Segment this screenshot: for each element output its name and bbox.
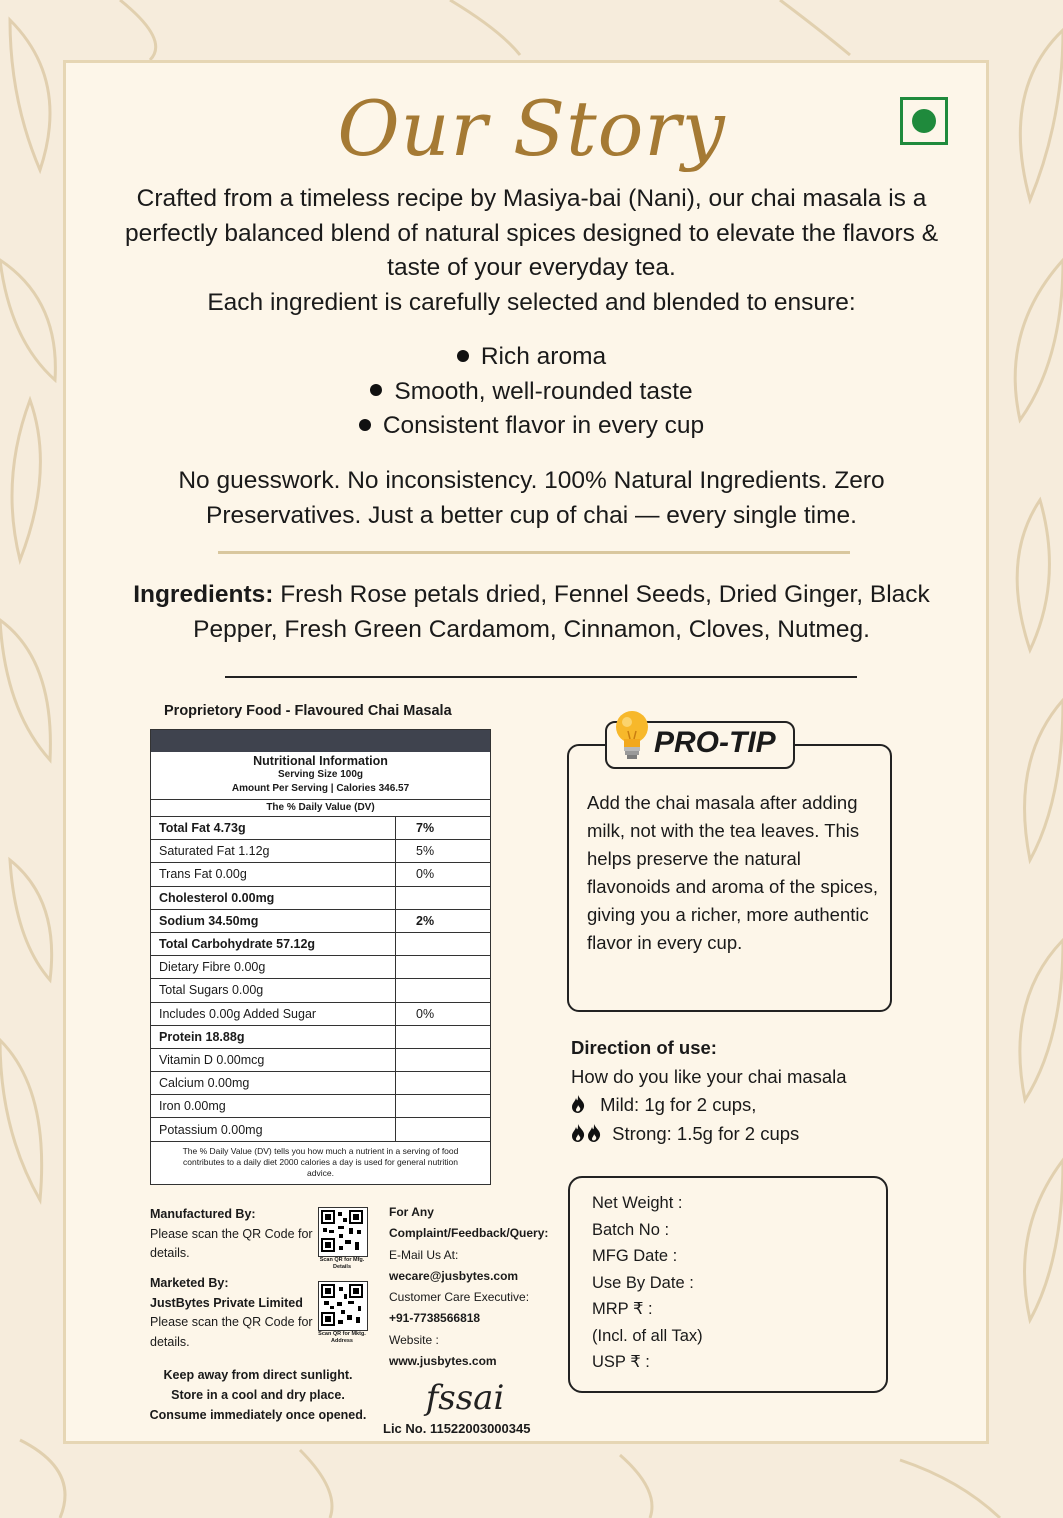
table-row xyxy=(151,932,490,955)
table-row xyxy=(151,1048,490,1071)
nutrient-name: Iron 0.00mg xyxy=(151,1095,396,1118)
table-row xyxy=(151,817,490,840)
batch-info: Net Weight : Batch No : MFG Date : Use By Date : MRP ₹ : (Incl. of all Tax) USP ₹ : xyxy=(592,1194,703,1371)
table-row xyxy=(151,863,490,886)
nutrition-header-bar xyxy=(151,730,490,752)
direction-mild: Mild: 1g for 2 cups, xyxy=(571,1091,911,1120)
qr-label: Scan QR for Mktg. Address xyxy=(318,1331,366,1344)
nutrient-dv xyxy=(396,932,491,955)
serving-size: Serving Size 100g xyxy=(277,769,364,780)
contact-info: For Any Complaint/Feedback/Query: E-Mail Us At: wecare@jusbytes.com Customer Care Executive: +91-7738566818 Website : www.jusbytes.com xyxy=(389,1202,559,1372)
table-row xyxy=(151,979,490,1002)
food-name: Proprietory Food - Flavoured Chai Masala xyxy=(164,703,452,719)
manufactured-by xyxy=(150,1205,320,1264)
nutrient-name: Vitamin D 0.00mcg xyxy=(151,1048,396,1071)
qr-label: Scan QR for Mfg. Details xyxy=(319,1257,365,1270)
nutrient-dv xyxy=(396,1072,491,1095)
nutrient-dv xyxy=(396,1095,491,1118)
table-row xyxy=(151,1118,490,1141)
nutrient-name: Cholesterol 0.00mg xyxy=(151,886,396,909)
direction-strong: Strong: 1.5g for 2 cups xyxy=(571,1120,911,1149)
nutrient-name: Total Sugars 0.00g xyxy=(151,979,396,1002)
nutrient-name: Sodium 34.50mg xyxy=(151,909,396,932)
dv-header: The % Daily Value (DV) xyxy=(151,800,490,817)
story-paragraph: Crafted from a timeless recipe by Masiya-bai (Nani), our chai masala is a perfectly balanced blend of natural spices designed to elevate the flavors & taste of your everyday tea. xyxy=(124,185,939,281)
divider xyxy=(218,551,850,554)
nutrient-name: Protein 18.88g xyxy=(151,1025,396,1048)
marketed-text: Please scan the QR Code for details. xyxy=(150,1315,313,1349)
qr-code-marketer[interactable] xyxy=(318,1281,368,1345)
nutrition-heading: Nutritional Information xyxy=(253,754,388,768)
marketed-label: Marketed By: xyxy=(150,1276,229,1290)
lightbulb-icon xyxy=(610,707,654,765)
pro-tip-text: Add the chai masala after adding milk, not with the tea leaves. This helps preserve the natural flavonoids and aroma of the spices, giving you a richer, more authentic flavor in every cup. xyxy=(587,792,879,953)
qr-code-icon xyxy=(318,1281,368,1331)
table-row xyxy=(151,909,490,932)
table-row xyxy=(151,1002,490,1025)
nutrient-name: Calcium 0.00mg xyxy=(151,1072,396,1095)
manufactured-label: Manufactured By: xyxy=(150,1207,256,1221)
amount-per-serving: Amount Per Serving | Calories 346.57 xyxy=(231,783,410,794)
license-number: Lic No. 11522003000345 xyxy=(383,1421,531,1436)
nutrient-name: Total Carbohydrate 57.12g xyxy=(151,932,396,955)
list-item: Consistent flavor in every cup xyxy=(0,409,1063,444)
bullet-icon xyxy=(370,384,382,396)
nutrient-name: Total Fat 4.73g xyxy=(151,817,396,840)
table-row xyxy=(151,956,490,979)
bullet-icon xyxy=(457,350,469,362)
nutrient-dv xyxy=(396,1118,491,1141)
nutrient-dv xyxy=(396,979,491,1002)
nutrient-dv: 5% xyxy=(396,840,491,863)
nutrient-dv xyxy=(396,956,491,979)
nutrient-dv: 0% xyxy=(396,1002,491,1025)
nutrition-footnote: The % Daily Value (DV) tells you how much a nutrient in a serving of food contributes to a daily diet 2000 calories a day is used for general nutrition advice. xyxy=(182,1145,459,1178)
website-link[interactable]: www.jusbytes.com xyxy=(389,1354,497,1369)
nutrient-dv: 0% xyxy=(396,863,491,886)
flame-icon xyxy=(587,1124,601,1142)
table-row xyxy=(151,1025,490,1048)
nutrition-table xyxy=(150,729,491,1185)
marketed-by xyxy=(150,1274,320,1352)
story-lead: Each ingredient is carefully selected and blended to ensure: xyxy=(207,288,856,316)
nutrient-dv: 7% xyxy=(396,817,491,840)
nutrient-dv xyxy=(396,886,491,909)
table-row xyxy=(151,1095,490,1118)
nutrient-dv: 2% xyxy=(396,909,491,932)
manufactured-text: Please scan the QR Code for details. xyxy=(150,1226,313,1260)
bullet-icon xyxy=(359,419,371,431)
nutrient-name: Potassium 0.00mg xyxy=(151,1118,396,1141)
nutrition-info xyxy=(151,752,490,800)
storage-instructions: Keep away from direct sunlight. Store in a cool and dry place. Consume immediately once opened. xyxy=(149,1368,367,1422)
story-text xyxy=(110,182,953,320)
veg-mark-icon xyxy=(900,97,948,145)
qr-code-manufacturer[interactable] xyxy=(318,1207,368,1271)
list-item: Rich aroma xyxy=(0,340,1063,375)
list-item: Smooth, well-rounded taste xyxy=(0,375,1063,410)
benefits-list xyxy=(0,340,1063,444)
table-row xyxy=(151,840,490,863)
direction-of-use xyxy=(571,1034,911,1148)
marketed-company: JustBytes Private Limited xyxy=(150,1295,303,1310)
nutrient-name: Dietary Fibre 0.00g xyxy=(151,956,396,979)
flame-icon xyxy=(571,1124,585,1142)
phone-link[interactable]: +91-7738566818 xyxy=(389,1311,481,1326)
nutrient-name: Includes 0.00g Added Sugar xyxy=(151,1002,396,1025)
direction-heading: Direction of use: xyxy=(571,1037,717,1058)
fssai-logo: fssai xyxy=(425,1378,505,1418)
ingredients-text xyxy=(110,578,953,647)
direction-question: How do you like your chai masala xyxy=(571,1065,847,1087)
nutrient-rows xyxy=(151,817,490,1142)
nutrient-dv xyxy=(396,1048,491,1071)
ingredients-list: Fresh Rose petals dried, Fennel Seeds, Dried Ginger, Black Pepper, Fresh Green Cardamom, Cinnamon, Cloves, Nutmeg. xyxy=(193,581,930,643)
nutrient-dv xyxy=(396,1025,491,1048)
story-closing: No guesswork. No inconsistency. 100% Natural Ingredients. Zero Preservatives. Just a better cup of chai — every single time. xyxy=(178,467,885,529)
qr-code-icon xyxy=(318,1207,368,1257)
pro-tip-title: PRO-TIP xyxy=(654,726,776,759)
table-row xyxy=(151,886,490,909)
nutrient-name: Trans Fat 0.00g xyxy=(151,863,396,886)
page-title: Our Story xyxy=(337,84,726,173)
table-row xyxy=(151,1072,490,1095)
nutrient-name: Saturated Fat 1.12g xyxy=(151,840,396,863)
ingredients-label: Ingredients: xyxy=(133,581,274,608)
email-link[interactable]: wecare@jusbytes.com xyxy=(389,1268,519,1283)
divider xyxy=(225,676,857,678)
flame-icon xyxy=(571,1095,585,1113)
